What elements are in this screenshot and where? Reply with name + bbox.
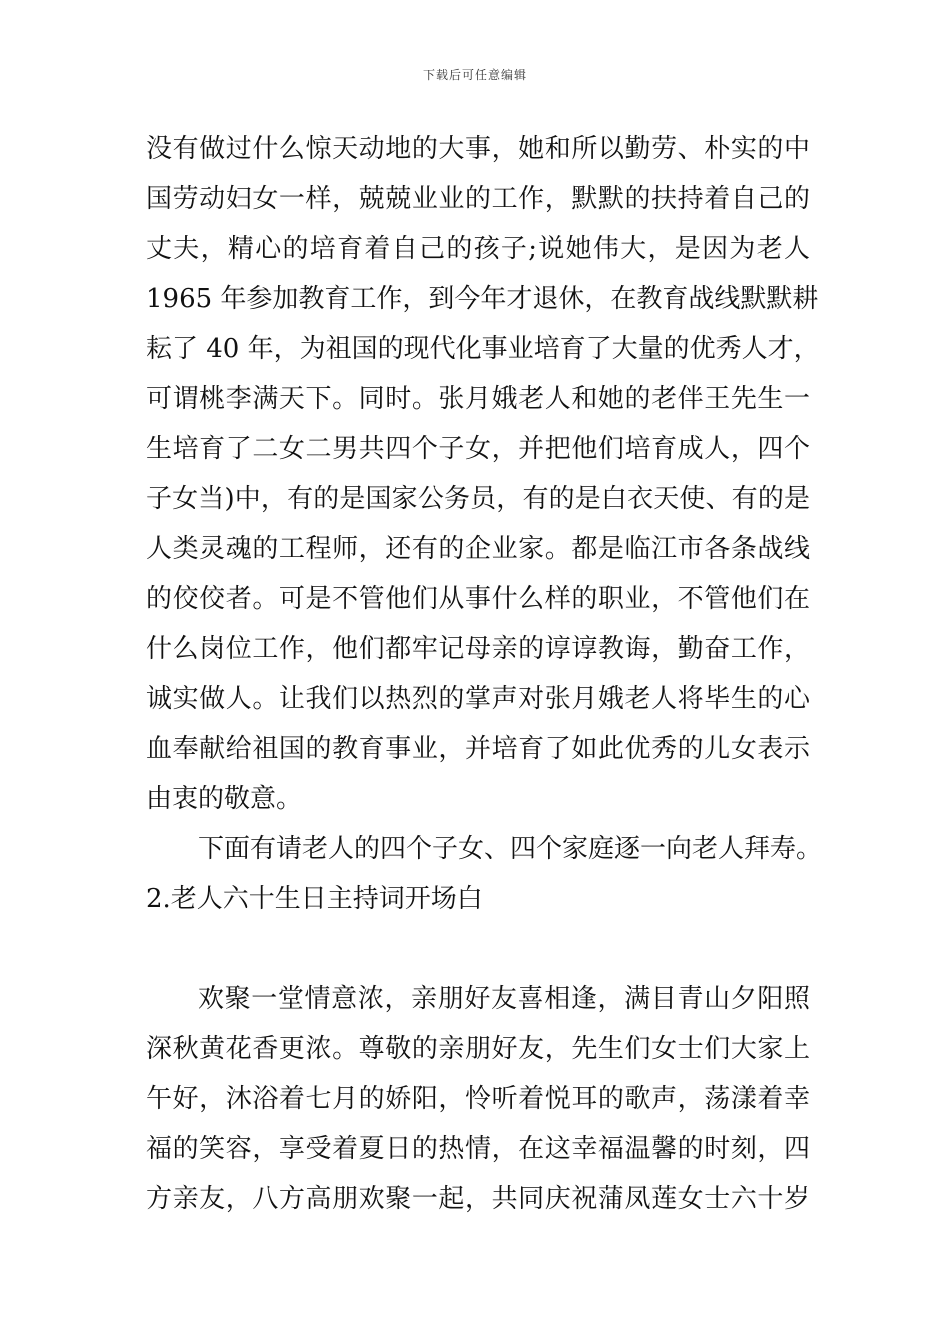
paragraph-line: 下面有请老人的四个子女、四个家庭逐一向老人拜寿。: [198, 834, 823, 864]
paragraph-line: 耘了 40 年，为祖国的现代化事业培育了大量的优秀人才，: [146, 334, 820, 364]
paragraph-line: 诚实做人。让我们以热烈的掌声对张月娥老人将毕生的心: [146, 684, 810, 714]
paragraph-line: 的佼佼者。可是不管他们从事什么样的职业，不管他们在: [146, 584, 810, 614]
blank-line: [146, 924, 810, 974]
paragraph-line: 血奉献给祖国的教育事业，并培育了如此优秀的儿女表示: [146, 734, 810, 764]
paragraph-line: 可谓桃李满天下。同时。张月娥老人和她的老伴王先生一: [146, 384, 810, 414]
paragraph-line: 国劳动妇女一样，兢兢业业的工作，默默的扶持着自己的: [146, 184, 810, 214]
paragraph-line: 方亲友，八方高朋欢聚一起，共同庆祝蒲凤莲女士六十岁: [146, 1184, 810, 1214]
document-body: [146, 124, 823, 1224]
paragraph-line: 人类灵魂的工程师，还有的企业家。都是临江市各条战线: [146, 534, 810, 564]
section-heading: 2.老人六十生日主持词开场白: [146, 884, 483, 914]
paragraph-line: 子女当)中，有的是国家公务员，有的是白衣天使、有的是: [146, 484, 810, 514]
paragraph-line: 没有做过什么惊天动地的大事，她和所以勤劳、朴实的中: [146, 134, 810, 164]
paragraph-line: 生培育了二女二男共四个子女，并把他们培育成人，四个: [146, 434, 810, 464]
paragraph-line: 午好，沐浴着七月的娇阳，怜听着悦耳的歌声，荡漾着幸: [146, 1084, 810, 1114]
paragraph-line: 欢聚一堂情意浓，亲朋好友喜相逢，满目青山夕阳照: [198, 984, 810, 1014]
paragraph-line: 由衷的敬意。: [146, 784, 303, 814]
paragraph-line: 1965 年参加教育工作，到今年才退休，在教育战线默默耕: [146, 284, 819, 314]
paragraph-line: 丈夫，精心的培育着自己的孩子;说她伟大，是因为老人: [146, 234, 810, 264]
paragraph-line: 福的笑容，享受着夏日的热情，在这幸福温馨的时刻，四: [146, 1134, 810, 1164]
page-header-note: 下载后可任意编辑: [422, 68, 527, 82]
paragraph-line: 深秋黄花香更浓。尊敬的亲朋好友，先生们女士们大家上: [146, 1034, 810, 1064]
paragraph-line: 什么岗位工作，他们都牢记母亲的谆谆教诲，勤奋工作，: [146, 634, 810, 664]
